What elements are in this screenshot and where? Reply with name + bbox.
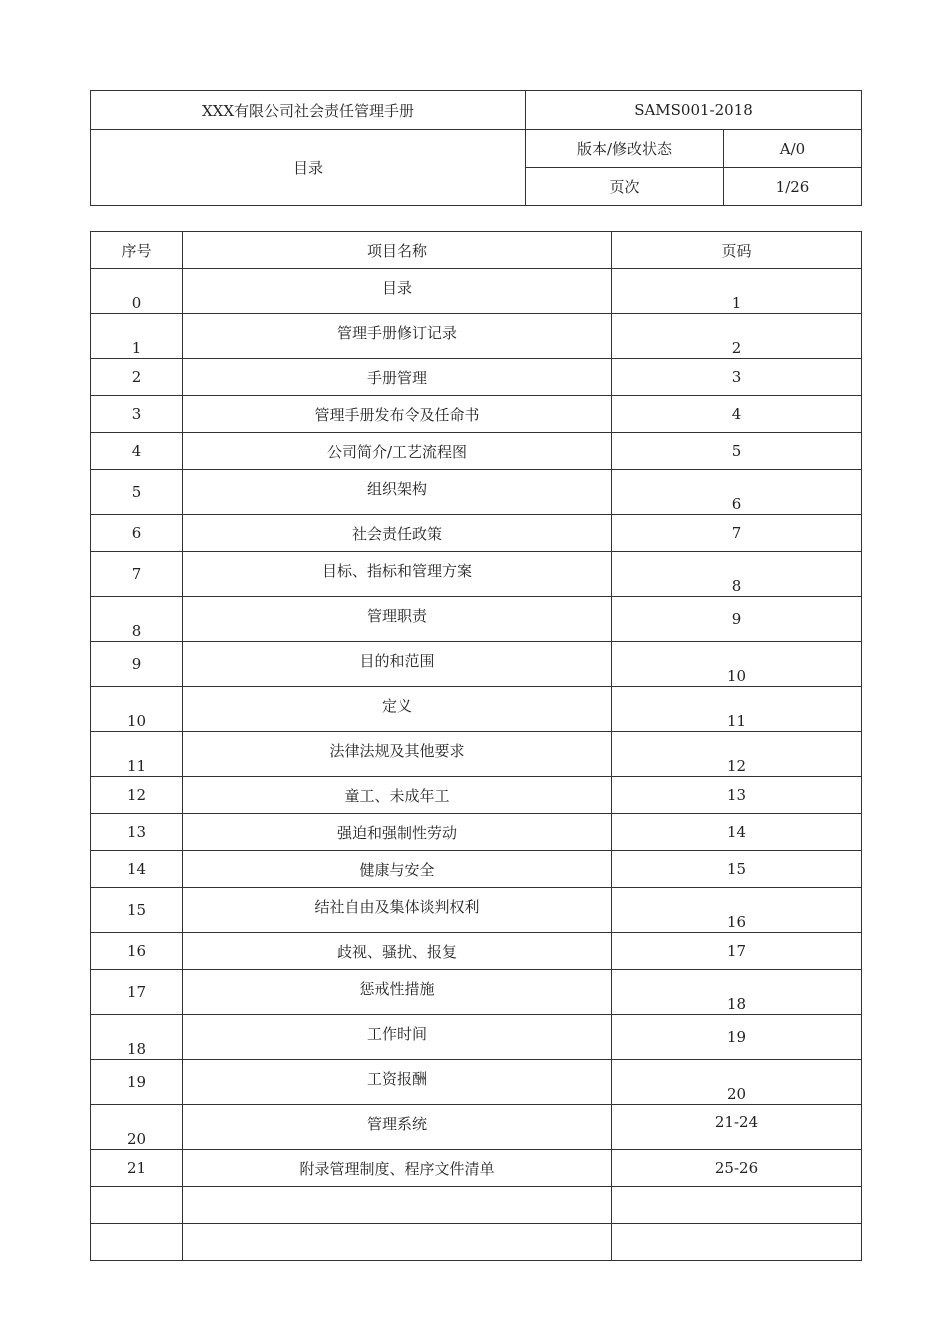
row-number: 15 [91, 888, 183, 933]
row-number [91, 1224, 183, 1261]
row-page [612, 1224, 862, 1261]
row-number: 5 [91, 470, 183, 515]
row-number: 0 [91, 269, 183, 314]
row-number: 11 [91, 732, 183, 777]
row-page: 19 [612, 1015, 862, 1060]
table-row [91, 933, 862, 970]
row-page: 10 [612, 642, 862, 687]
row-name: 惩戒性措施 [183, 970, 612, 1015]
row-number: 13 [91, 814, 183, 851]
row-page: 5 [612, 433, 862, 470]
row-name: 附录管理制度、程序文件清单 [183, 1150, 612, 1187]
table-row [91, 1105, 862, 1150]
row-number: 2 [91, 359, 183, 396]
table-row [91, 1187, 862, 1224]
row-name [183, 1187, 612, 1224]
row-name: 组织架构 [183, 470, 612, 515]
row-name: 童工、未成年工 [183, 777, 612, 814]
row-number: 17 [91, 970, 183, 1015]
row-number: 19 [91, 1060, 183, 1105]
row-page: 8 [612, 552, 862, 597]
row-number: 4 [91, 433, 183, 470]
row-page: 12 [612, 732, 862, 777]
row-number [91, 1187, 183, 1224]
document-header-table [90, 90, 862, 206]
column-header-page: 页码 [612, 232, 862, 269]
row-name: 结社自由及集体谈判权利 [183, 888, 612, 933]
row-page: 17 [612, 933, 862, 970]
row-page: 13 [612, 777, 862, 814]
row-number: 3 [91, 396, 183, 433]
table-row [91, 597, 862, 642]
table-row [91, 314, 862, 359]
row-page: 25-26 [612, 1150, 862, 1187]
row-name: 管理手册修订记录 [183, 314, 612, 359]
row-name: 目的和范围 [183, 642, 612, 687]
table-row [91, 269, 862, 314]
row-page: 3 [612, 359, 862, 396]
row-page: 18 [612, 970, 862, 1015]
toc-header-row [91, 232, 862, 269]
row-name: 管理手册发布令及任命书 [183, 396, 612, 433]
row-name: 工作时间 [183, 1015, 612, 1060]
row-page: 6 [612, 470, 862, 515]
row-name: 管理系统 [183, 1105, 612, 1150]
row-number: 20 [91, 1105, 183, 1150]
table-row [91, 888, 862, 933]
table-row [91, 1150, 862, 1187]
table-row [91, 433, 862, 470]
row-number: 10 [91, 687, 183, 732]
table-row [91, 732, 862, 777]
page-label: 页次 [526, 168, 724, 206]
row-number: 16 [91, 933, 183, 970]
row-name: 法律法规及其他要求 [183, 732, 612, 777]
row-name: 手册管理 [183, 359, 612, 396]
table-row [91, 359, 862, 396]
row-name: 工资报酬 [183, 1060, 612, 1105]
table-row [91, 1224, 862, 1261]
row-page: 9 [612, 597, 862, 642]
row-page: 1 [612, 269, 862, 314]
row-number: 12 [91, 777, 183, 814]
table-row [91, 814, 862, 851]
row-page [612, 1187, 862, 1224]
row-name: 社会责任政策 [183, 515, 612, 552]
manual-title: XXX有限公司社会责任管理手册 [91, 91, 526, 130]
row-number: 14 [91, 851, 183, 888]
row-page: 4 [612, 396, 862, 433]
table-row [91, 1015, 862, 1060]
row-number: 6 [91, 515, 183, 552]
row-number: 18 [91, 1015, 183, 1060]
table-row [91, 970, 862, 1015]
row-page: 2 [612, 314, 862, 359]
version-label: 版本/修改状态 [526, 130, 724, 168]
row-name: 歧视、骚扰、报复 [183, 933, 612, 970]
column-header-number: 序号 [91, 232, 183, 269]
row-page: 16 [612, 888, 862, 933]
row-name: 目录 [183, 269, 612, 314]
row-number: 1 [91, 314, 183, 359]
row-name: 健康与安全 [183, 851, 612, 888]
table-row [91, 851, 862, 888]
row-page: 15 [612, 851, 862, 888]
document-code: SAMS001-2018 [526, 91, 862, 130]
table-row [91, 687, 862, 732]
table-row [91, 396, 862, 433]
row-number: 8 [91, 597, 183, 642]
row-name [183, 1224, 612, 1261]
table-row [91, 552, 862, 597]
table-row [91, 470, 862, 515]
row-page: 20 [612, 1060, 862, 1105]
row-number: 21 [91, 1150, 183, 1187]
row-name: 目标、指标和管理方案 [183, 552, 612, 597]
row-number: 9 [91, 642, 183, 687]
row-name: 强迫和强制性劳动 [183, 814, 612, 851]
table-row [91, 515, 862, 552]
version-value: A/0 [724, 130, 862, 168]
row-page: 14 [612, 814, 862, 851]
row-page: 11 [612, 687, 862, 732]
row-name: 公司简介/工艺流程图 [183, 433, 612, 470]
table-row [91, 642, 862, 687]
column-header-name: 项目名称 [183, 232, 612, 269]
page-value: 1/26 [724, 168, 862, 206]
row-name: 定义 [183, 687, 612, 732]
row-number: 7 [91, 552, 183, 597]
table-row [91, 777, 862, 814]
row-page: 21-24 [612, 1105, 862, 1150]
row-name: 管理职责 [183, 597, 612, 642]
table-row [91, 1060, 862, 1105]
toc-table [90, 231, 862, 1261]
section-title: 目录 [91, 130, 526, 206]
row-page: 7 [612, 515, 862, 552]
